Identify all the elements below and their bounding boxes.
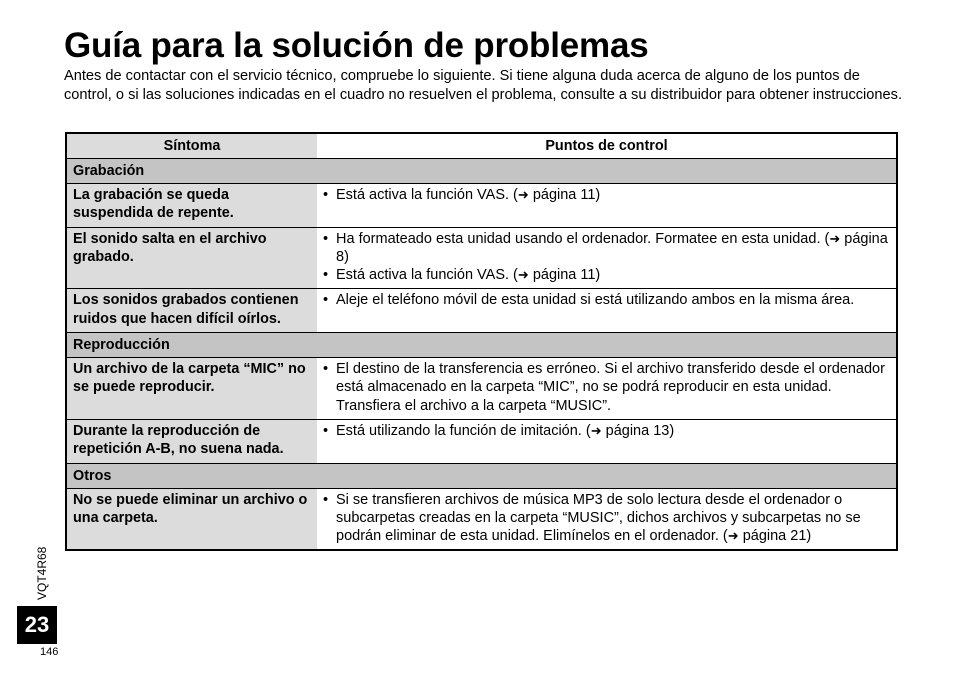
checks-cell <box>317 289 897 333</box>
check-text: Está activa la función VAS. ( <box>336 267 518 284</box>
checks-cell <box>317 488 897 550</box>
check-text-wrap <box>336 360 890 415</box>
check-item <box>323 360 890 415</box>
table-header-row <box>66 133 897 159</box>
check-text-wrap <box>336 491 890 546</box>
check-text: Ha formateado esta unidad usando el ordenador. Formatee en esta unidad. ( <box>336 230 830 247</box>
symptom-cell: El sonido salta en el archivo grabado. <box>66 227 317 289</box>
bullet-icon: • <box>323 187 329 203</box>
right-arrow-icon: ➜ <box>590 422 602 438</box>
page-reference: página 21) <box>742 528 812 545</box>
page-label-badge: 23 <box>17 606 57 644</box>
section-row <box>66 333 897 358</box>
check-item <box>323 186 890 204</box>
right-arrow-icon: ➜ <box>517 267 529 283</box>
check-item <box>323 230 890 267</box>
intro-paragraph: Antes de contactar con el servicio técnico, compruebe lo siguiente. Si tiene alguna duda acerca de alguno de los puntos de control, o si las soluciones indicadas en el cuadro no resuelven el problema, consulte a su distribuidor para obtener instrucciones. <box>64 68 902 103</box>
right-arrow-icon: ➜ <box>517 187 529 202</box>
section-title: Grabación <box>66 159 897 184</box>
section-row <box>66 159 897 184</box>
page-reference: página 11) <box>532 187 601 203</box>
table-row <box>66 419 897 463</box>
symptom-cell: La grabación se queda suspendida de repente. <box>66 184 317 228</box>
table-row <box>66 488 897 550</box>
check-text-wrap <box>336 186 890 204</box>
check-text: Está utilizando la función de imitación. ( <box>336 422 591 439</box>
symptom-cell: Los sonidos grabados contienen ruidos que hacen difícil oírlos. <box>66 289 317 333</box>
check-item <box>323 422 890 440</box>
page-title: Guía para la solución de problemas <box>64 26 649 65</box>
section-row <box>66 463 897 488</box>
section-title: Otros <box>66 463 897 488</box>
page-reference: página 8) <box>336 230 888 265</box>
check-text: El destino de la transferencia es erróneo. Si el archivo transferido desde el ordenador está almacenado en la carpeta “MIC”, no se podrá reproducir en esta unidad. Transfiera el archivo a la carpeta “MUSIC”. <box>336 361 885 414</box>
table-row <box>66 184 897 228</box>
table-body <box>66 159 897 551</box>
check-item <box>323 491 890 546</box>
right-arrow-icon: ➜ <box>829 230 841 246</box>
check-text-wrap <box>336 291 890 309</box>
bullet-icon: • <box>323 361 329 378</box>
page-number: 146 <box>40 646 59 658</box>
page-reference: página 13) <box>605 422 675 439</box>
document-code: VQT4R68 <box>35 546 49 600</box>
checks-cell <box>317 184 897 228</box>
bullet-icon: • <box>323 230 329 247</box>
table-row <box>66 358 897 420</box>
check-item <box>323 266 890 284</box>
checks-cell <box>317 227 897 289</box>
symptom-cell: No se puede eliminar un archivo o una carpeta. <box>66 488 317 550</box>
check-text: Si se transfieren archivos de música MP3 de solo lectura desde el ordenador o subcarpetas creadas en la carpeta “MUSIC”, dichos archivos y subcarpetas no se podrán eliminar de esta unidad. Elimínelos en el ordenador. ( <box>336 491 861 545</box>
right-arrow-icon: ➜ <box>727 528 739 544</box>
symptom-cell: Un archivo de la carpeta “MIC” no se puede reproducir. <box>66 358 317 420</box>
checks-column-header: Puntos de control <box>317 133 897 159</box>
bullet-icon: • <box>323 267 329 284</box>
symptom-cell: Durante la reproducción de repetición A-B, no suena nada. <box>66 419 317 463</box>
bullet-icon: • <box>323 292 329 309</box>
troubleshooting-table <box>65 132 898 551</box>
table-row <box>66 289 897 333</box>
page-reference: página 11) <box>532 267 601 284</box>
bullet-icon: • <box>323 491 329 508</box>
section-title: Reproducción <box>66 333 897 358</box>
checks-cell <box>317 419 897 463</box>
check-text-wrap <box>336 230 890 267</box>
symptom-column-header: Síntoma <box>66 133 317 159</box>
check-text: Está activa la función VAS. ( <box>336 187 518 203</box>
checks-cell <box>317 358 897 420</box>
check-text-wrap <box>336 422 890 440</box>
table-row <box>66 227 897 289</box>
check-item <box>323 291 890 309</box>
check-text-wrap <box>336 266 890 284</box>
bullet-icon: • <box>323 422 329 439</box>
check-text: Aleje el teléfono móvil de esta unidad si está utilizando ambos en la misma área. <box>336 292 855 309</box>
